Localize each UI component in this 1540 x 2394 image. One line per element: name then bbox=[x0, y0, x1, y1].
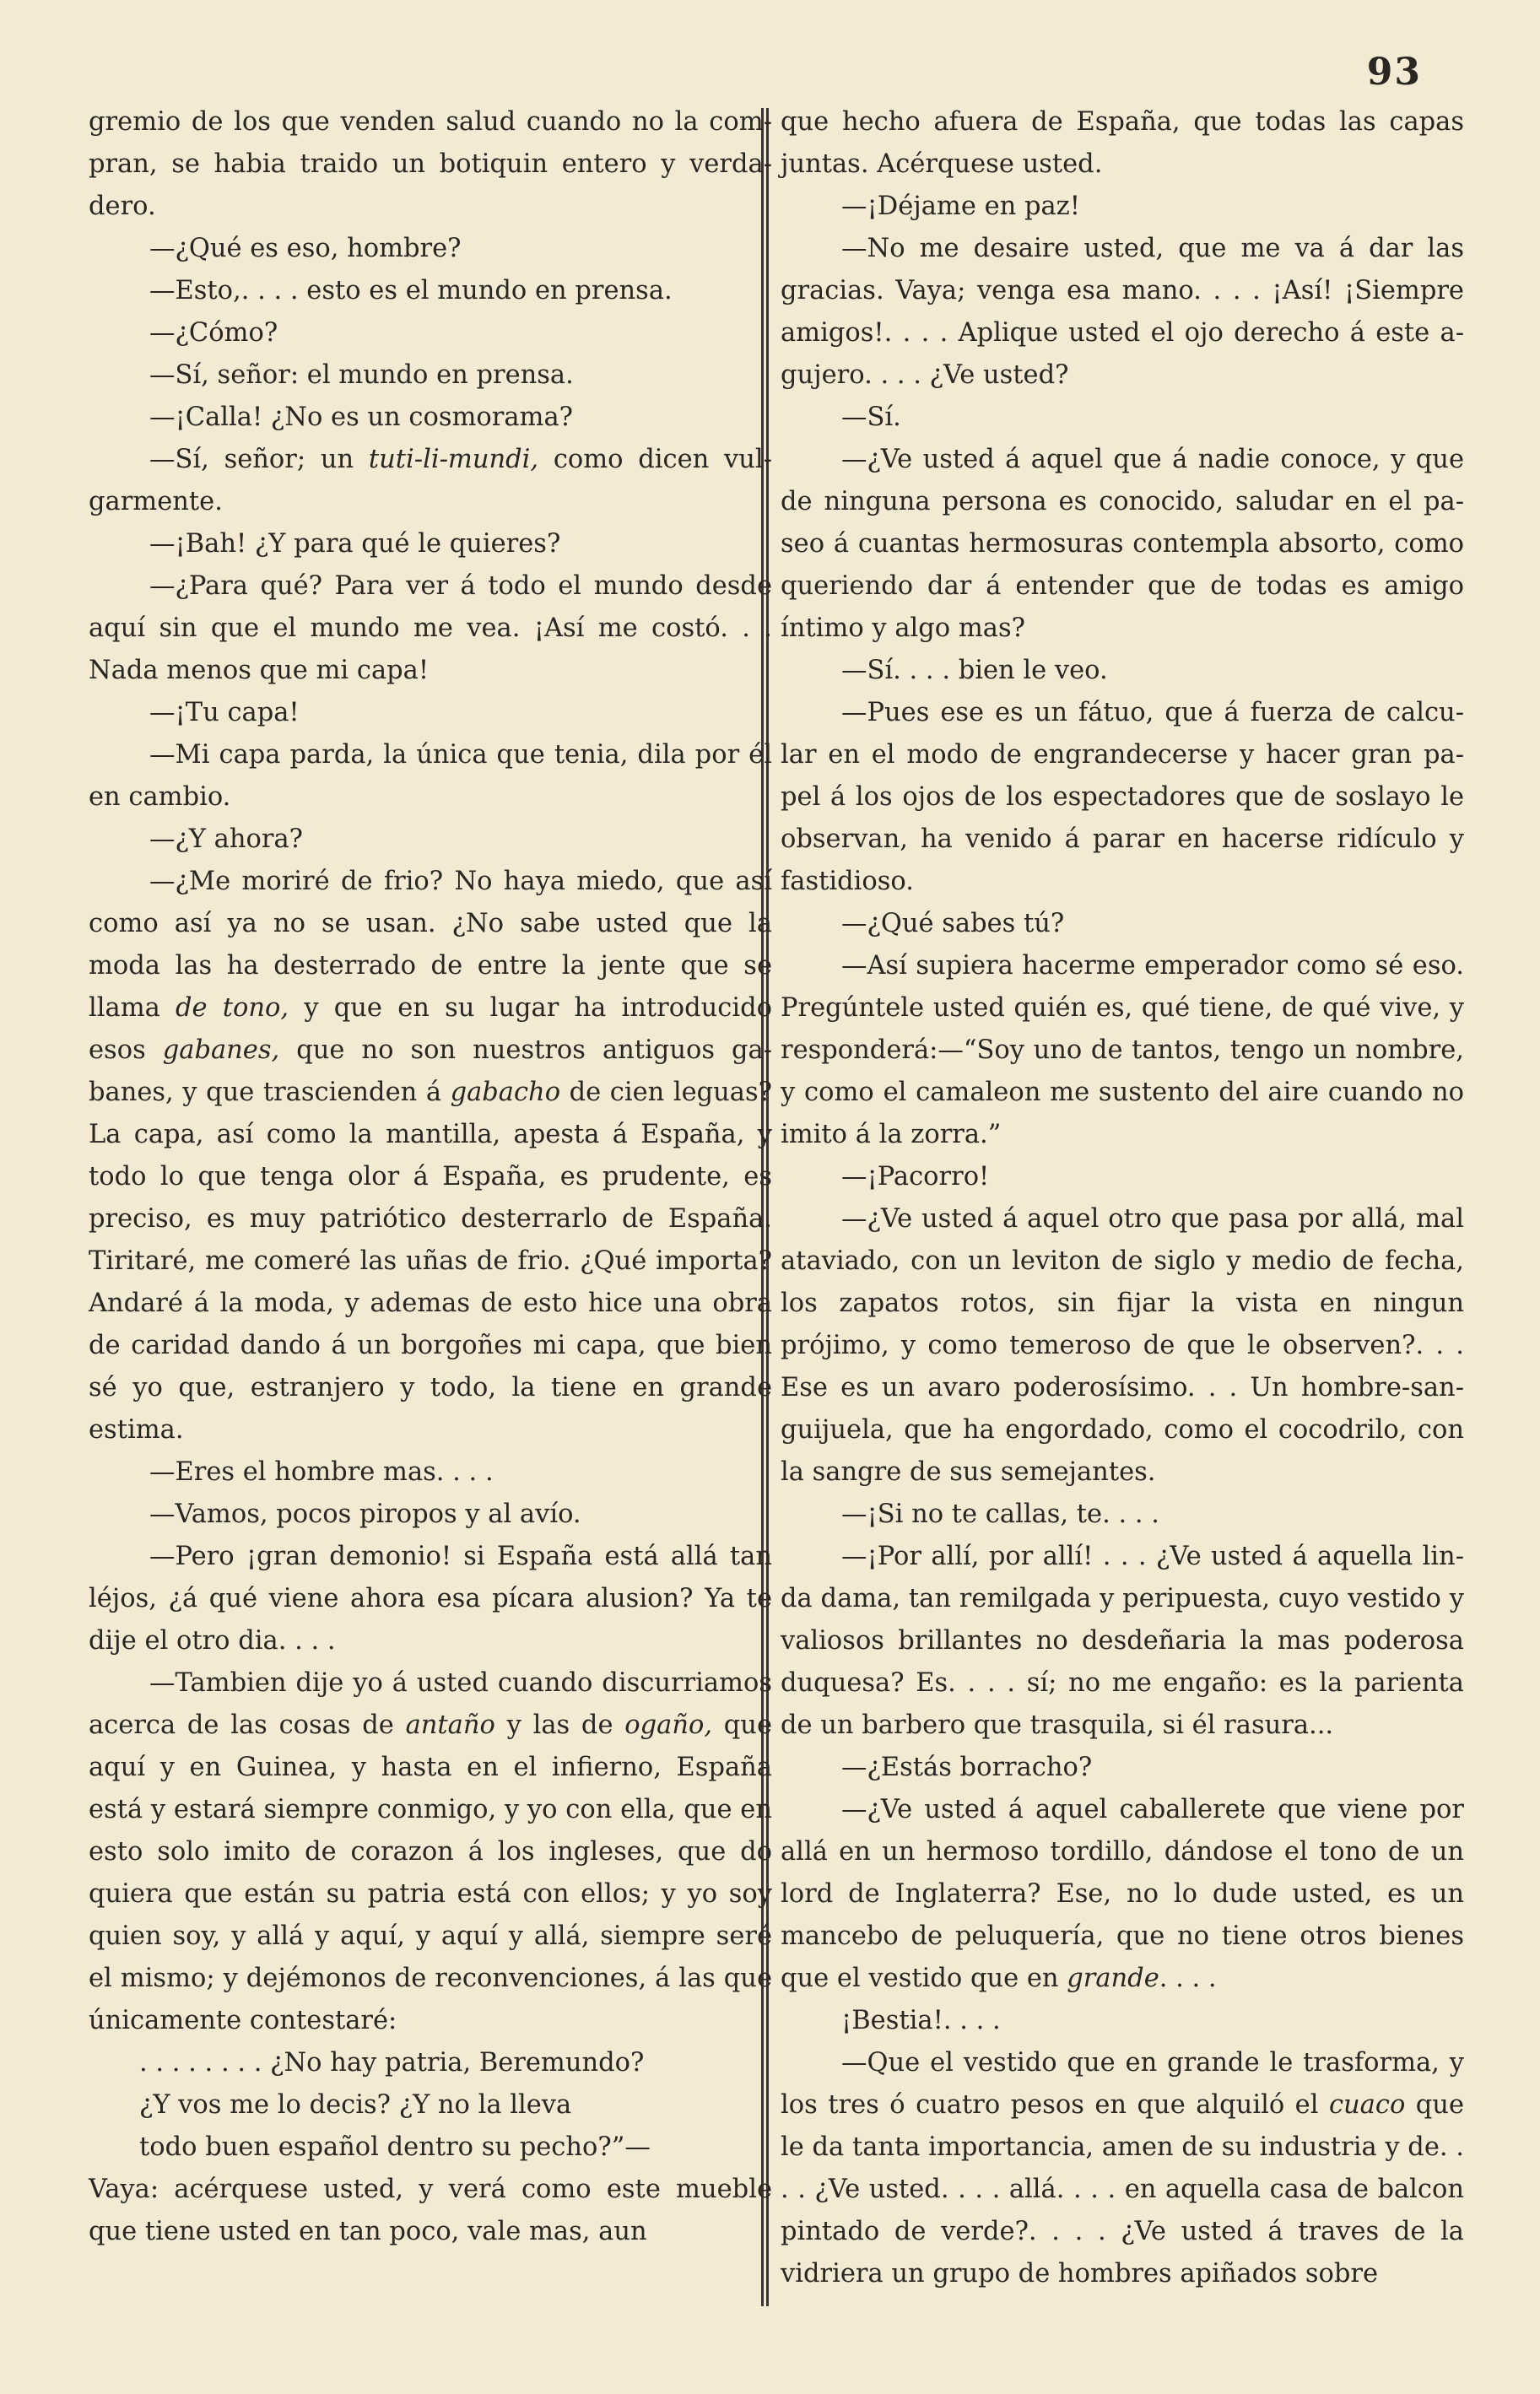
text-run: —¡Si no te callas, te. . . . bbox=[841, 1500, 1159, 1529]
paragraph bbox=[89, 228, 772, 270]
paragraph bbox=[781, 2042, 1464, 2295]
paragraph bbox=[89, 861, 772, 1451]
text-run: de cien leguas? La capa, así como la mantilla, apesta á España, y todo lo que tenga olor á España, es prudente, es preciso, es muy patriótico desterrarlo de España. Tiritaré, me comeré las uñas de frio. ¿Qué importa? Andaré á la moda, y ademas de esto hice una obra de caridad dando á un borgoñes mi capa, que bien sé yo que, estranjero y todo, la tiene en grande estima. bbox=[89, 1078, 772, 1445]
text-run: —¿Qué sabes tú? bbox=[841, 909, 1065, 938]
text-run: —¿Me moriré de frio? No haya miedo, que así como así ya no se usan. ¿No sabe usted que la moda las ha desterrado de entre la jente que se llama bbox=[89, 867, 772, 1023]
left-column bbox=[89, 101, 772, 2253]
paragraph bbox=[89, 523, 772, 565]
paragraph bbox=[89, 101, 772, 228]
paragraph bbox=[89, 312, 772, 354]
text-run: y que en su lugar ha introducido esos bbox=[89, 993, 773, 1065]
paragraph bbox=[781, 397, 1464, 439]
italic-text: gabanes, bbox=[162, 1035, 280, 1065]
paragraph bbox=[89, 734, 772, 819]
paragraph bbox=[781, 945, 1464, 1156]
paragraph bbox=[89, 1494, 772, 1536]
paragraph bbox=[781, 101, 1464, 186]
text-run: . . . . bbox=[1159, 1964, 1217, 1993]
italic-text: cuaco bbox=[1328, 2090, 1406, 2120]
paragraph bbox=[89, 354, 772, 397]
text-run: que no son nuestros antiguos gabanes, y que trascienden á bbox=[89, 1035, 772, 1107]
paragraph bbox=[781, 2000, 1464, 2042]
paragraph bbox=[89, 2169, 772, 2253]
text-run: —¡Bah! ¿Y para qué le quieres? bbox=[149, 529, 561, 559]
text-run: —¡Déjame en paz! bbox=[841, 192, 1080, 221]
text-run: —Pues ese es un fátuo, que á fuerza de calcular en el modo de engrandecerse y hacer gran papel á los ojos de los espectadores que de soslayo le observan, ha venido á parar en hacerse ridículo y fastidioso. bbox=[781, 698, 1464, 896]
paragraph bbox=[781, 1494, 1464, 1536]
verse-quote bbox=[89, 2042, 772, 2169]
paragraph bbox=[89, 439, 772, 523]
text-run: Vaya: acérquese usted, y verá como este mueble que tiene usted en tan poco, vale mas, aun bbox=[89, 2175, 772, 2246]
paragraph bbox=[781, 1156, 1464, 1198]
paragraph bbox=[89, 692, 772, 734]
text-run: que le da tanta importancia, amen de su industria y de. . . . ¿Ve usted. . . . allá. . . . en aquella casa de balcon pintado de verde?. . . . ¿Ve usted á traves de la vidriera un grupo de hombres apiñados sobre bbox=[781, 2090, 1464, 2289]
paragraph bbox=[781, 1198, 1464, 1494]
paragraph bbox=[781, 1536, 1464, 1747]
text-run: —¿Cómo? bbox=[149, 318, 278, 348]
paragraph bbox=[781, 439, 1464, 650]
text-run: —¡Tu capa! bbox=[149, 698, 300, 727]
paragraph bbox=[89, 1536, 772, 1662]
paragraph bbox=[781, 692, 1464, 903]
paragraph bbox=[781, 1747, 1464, 1789]
text-run: —Eres el hombre mas. . . . bbox=[149, 1457, 494, 1487]
paragraph bbox=[781, 1789, 1464, 2000]
text-run: que hecho afuera de España, que todas las capas juntas. Acérquese usted. bbox=[781, 107, 1464, 179]
text-run: —¿Ve usted á aquel que á nadie conoce, y que de ninguna persona es conocido, saludar en el paseo á cuantas hermosuras contempla absorto, como queriendo dar á entender que de todas es amigo íntimo y algo mas? bbox=[781, 445, 1464, 643]
text-run: —¿Estás borracho? bbox=[841, 1753, 1093, 1782]
paragraph bbox=[89, 819, 772, 861]
text-run: —Vamos, pocos piropos y al avío. bbox=[149, 1500, 581, 1529]
text-run: y las de bbox=[494, 1710, 625, 1740]
text-run: —Mi capa parda, la única que tenia, dila por él en cambio. bbox=[89, 740, 772, 812]
verse-line: ¿Y vos me lo decis? ¿Y no la lleva bbox=[139, 2090, 572, 2120]
text-run: —Sí. . . . bien le veo. bbox=[841, 656, 1108, 685]
text-run: gremio de los que venden salud cuando no la compran, se habia traido un botiquin entero y verdadero. bbox=[89, 107, 772, 221]
paragraph bbox=[781, 650, 1464, 692]
text-run: —Que el vestido que en grande le trasforma, y los tres ó cuatro pesos en que alquiló el bbox=[781, 2048, 1464, 2120]
paragraph bbox=[781, 903, 1464, 945]
italic-text: de tono, bbox=[176, 993, 289, 1023]
text-run: —Así supiera hacerme emperador como sé eso. Pregúntele usted quién es, qué tiene, de qué vive, y responderá:—“Soy uno de tantos, tengo un nombre, y como el camaleon me sustento del aire cuando no imito á la zorra.” bbox=[781, 951, 1464, 1149]
text-run: —¿Ve usted á aquel otro que pasa por allá, mal ataviado, con un leviton de siglo y medio de fecha, los zapatos rotos, sin fijar la vista en ningun prójimo, y como temeroso de que le observen?. . . Ese es un avaro poderosísimo. . . Un hombre-sanguijuela, que ha engordado, como el cocodrilo, con la sangre de sus semejantes. bbox=[781, 1204, 1464, 1487]
paragraph bbox=[781, 186, 1464, 228]
italic-text: gabacho bbox=[450, 1078, 561, 1107]
text-run: —No me desaire usted, que me va á dar las gracias. Vaya; venga esa mano. . . . ¡Así! ¡Siempre amigos!. . . . Aplique usted el ojo derecho á este agujero. . . . ¿Ve usted? bbox=[781, 234, 1464, 390]
italic-text: antaño bbox=[405, 1710, 495, 1740]
right-column bbox=[781, 101, 1464, 2295]
paragraph bbox=[89, 270, 772, 312]
text-run: —¡Por allí, por allí! . . . ¿Ve usted á aquella linda dama, tan remilgada y peripuesta, cuyo vestido y valiosos brillantes no desdeñaria la mas poderosa duquesa? Es. . . . sí; no me engaño: es la parienta de un barbero que trasquila, si él rasura... bbox=[781, 1542, 1464, 1740]
italic-text: ogaño, bbox=[624, 1710, 713, 1740]
verse-line: . . . . . . . . ¿No hay patria, Beremundo? bbox=[139, 2048, 645, 2078]
paragraph bbox=[781, 228, 1464, 397]
text-run: —Sí. bbox=[841, 403, 901, 432]
italic-text: grande bbox=[1067, 1964, 1159, 1993]
text-run: —¿Para qué? Para ver á todo el mundo desde aquí sin que el mundo me vea. ¡Así me costó. . . Nada menos que mi capa! bbox=[89, 571, 772, 685]
text-run: —Tambien dije yo á usted cuando discurriamos acerca de las cosas de bbox=[89, 1668, 772, 1740]
text-run: —¡Calla! ¿No es un cosmorama? bbox=[149, 403, 573, 432]
paragraph bbox=[89, 565, 772, 692]
text-run: como dicen vulgarmente. bbox=[89, 445, 772, 516]
text-run: que aquí y en Guinea, y hasta en el infierno, España está y estará siempre conmigo, y yo con ella, que en esto solo imito de corazon á los ingleses, que do quiera que están su patria está con ellos; y yo soy quien soy, y allá y aquí, y aquí y allá, siempre seré el mismo; y dejémonos de reconvenciones, á las que únicamente contestaré: bbox=[89, 1710, 772, 2035]
text-run: —Pero ¡gran demonio! si España está allá tan léjos, ¿á qué viene ahora esa pícara alusion? Ya te dije el otro dia. . . . bbox=[89, 1542, 772, 1656]
page-number: 93 bbox=[1366, 51, 1422, 94]
text-run: —Esto,. . . . esto es el mundo en prensa. bbox=[149, 276, 673, 305]
text-run: —¿Ve usted á aquel caballerete que viene por allá en un hermoso tordillo, dándose el tono de un lord de Inglaterra? Ese, no lo dude usted, es un mancebo de peluquería, que no tiene otros bienes que el vestido que en bbox=[781, 1795, 1464, 1993]
text-run: —¿Y ahora? bbox=[149, 824, 303, 854]
text-run: ¡Bestia!. . . . bbox=[841, 2006, 1001, 2035]
text-run: —Sí, señor: el mundo en prensa. bbox=[149, 360, 574, 390]
verse-line: todo buen español dentro su pecho?”— bbox=[139, 2132, 651, 2162]
text-run: —Sí, señor; un bbox=[149, 445, 369, 474]
paragraph bbox=[89, 1662, 772, 2042]
paragraph bbox=[89, 397, 772, 439]
italic-text: tuti-li-mundi, bbox=[368, 445, 539, 474]
paragraph bbox=[89, 1451, 772, 1494]
text-run: —¡Pacorro! bbox=[841, 1162, 990, 1192]
text-run: —¿Qué es eso, hombre? bbox=[149, 234, 462, 263]
